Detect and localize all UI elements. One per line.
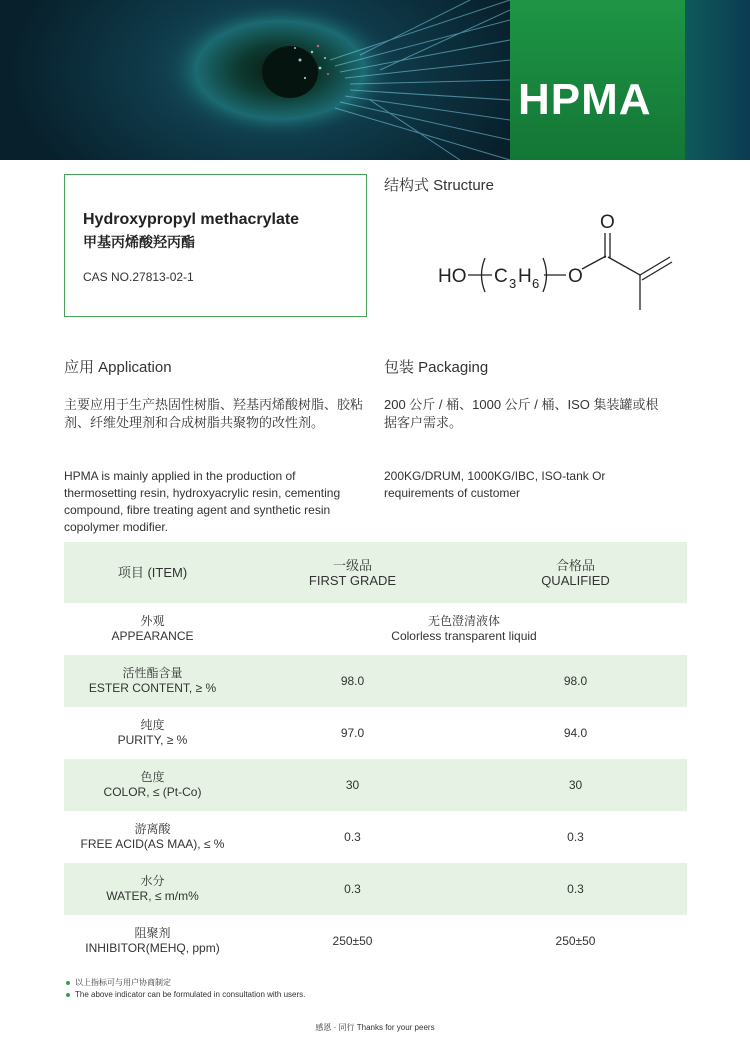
row-qualified-value: 94.0 [464, 707, 687, 759]
banner-title: HPMA [518, 75, 652, 124]
table-row [64, 603, 687, 655]
row-qualified-value: 30 [464, 759, 687, 811]
packaging-text-chinese: 200 公斤 / 桶、1000 公斤 / 桶、ISO 集装罐或根据客户需求。 [384, 397, 659, 430]
formula-o-ester: O [568, 266, 583, 287]
banner-right-edge [685, 0, 750, 160]
table-row [64, 655, 687, 707]
table-row [64, 707, 687, 759]
row-label: 活性酯含量 ESTER CONTENT, ≥ % [64, 655, 241, 707]
application-heading: 应用 Application [64, 359, 172, 376]
row-first-value: 250±50 [241, 915, 464, 967]
row-label: 纯度 PURITY, ≥ % [64, 707, 241, 759]
formula-sub6: 6 [532, 276, 540, 291]
header-item: 项目 (ITEM) [64, 542, 241, 603]
header-first-grade: 一级品 FIRST GRADE [241, 542, 464, 603]
row-qualified-value: 0.3 [464, 863, 687, 915]
header-banner [0, 0, 750, 160]
note-english: The above indicator can be formulated in consultation with users. [75, 990, 306, 999]
row-qualified-value: 0.3 [464, 811, 687, 863]
row-first-value: 98.0 [241, 655, 464, 707]
row-label: 游离酸 FREE ACID(AS MAA), ≤ % [64, 811, 241, 863]
header-qualified: 合格品 QUALIFIED [464, 542, 687, 603]
row-label: 色度 COLOR, ≤ (Pt-Co) [64, 759, 241, 811]
formula-ho: HO [438, 266, 467, 287]
table-header-row [64, 542, 687, 603]
row-label: 水分 WATER, ≤ m/m% [64, 863, 241, 915]
formula-o-carbonyl: O [600, 212, 615, 233]
bullet-dot-icon [66, 993, 70, 997]
row-qualified-value: 98.0 [464, 655, 687, 707]
packaging-heading: 包装 Packaging [384, 359, 489, 376]
row-label: 阻聚剂 INHIBITOR(MEHQ, ppm) [64, 915, 241, 967]
table-notes [66, 977, 305, 1001]
packaging-text-english: 200KG/DRUM, 1000KG/IBC, ISO-tank Or requirements of customer [384, 469, 606, 500]
row-label: 外观 APPEARANCE [64, 603, 241, 655]
row-first-value: 97.0 [241, 707, 464, 759]
row-first-value: 0.3 [241, 863, 464, 915]
formula-c: C [494, 266, 508, 287]
table-row [64, 915, 687, 967]
product-info-box [64, 174, 367, 317]
cas-number: CAS NO.27813-02-1 [83, 270, 194, 284]
row-value-merged: 无色澄清液体 Colorless transparent liquid [241, 603, 687, 655]
note-chinese: 以上指标可与用户协商制定 [75, 978, 171, 987]
page-footer: 感恩 · 同行 Thanks for your peers [315, 1023, 435, 1032]
bullet-dot-icon [66, 981, 70, 985]
application-text-chinese: 主要应用于生产热固性树脂、羟基丙烯酸树脂、胶粘剂、纤维处理剂和合成树脂共聚物的改性剂。 [64, 397, 364, 430]
product-name-chinese: 甲基丙烯酸羟丙酯 [83, 234, 195, 250]
structural-formula [430, 200, 690, 320]
application-text-english: HPMA is mainly applied in the production of thermosetting resin, hydroxyacrylic resin, cementing compound, fibre treating agent and synthetic resin copolymer modifier. [64, 469, 341, 534]
table-row [64, 863, 687, 915]
product-name-english: Hydroxypropyl methacrylate [83, 211, 300, 228]
formula-sub3: 3 [509, 276, 517, 291]
specification-table [64, 542, 687, 967]
table-row [64, 759, 687, 811]
row-first-value: 30 [241, 759, 464, 811]
row-first-value: 0.3 [241, 811, 464, 863]
formula-h: H [518, 266, 532, 287]
table-row [64, 811, 687, 863]
structure-heading: 结构式 Structure [384, 177, 495, 194]
row-qualified-value: 250±50 [464, 915, 687, 967]
